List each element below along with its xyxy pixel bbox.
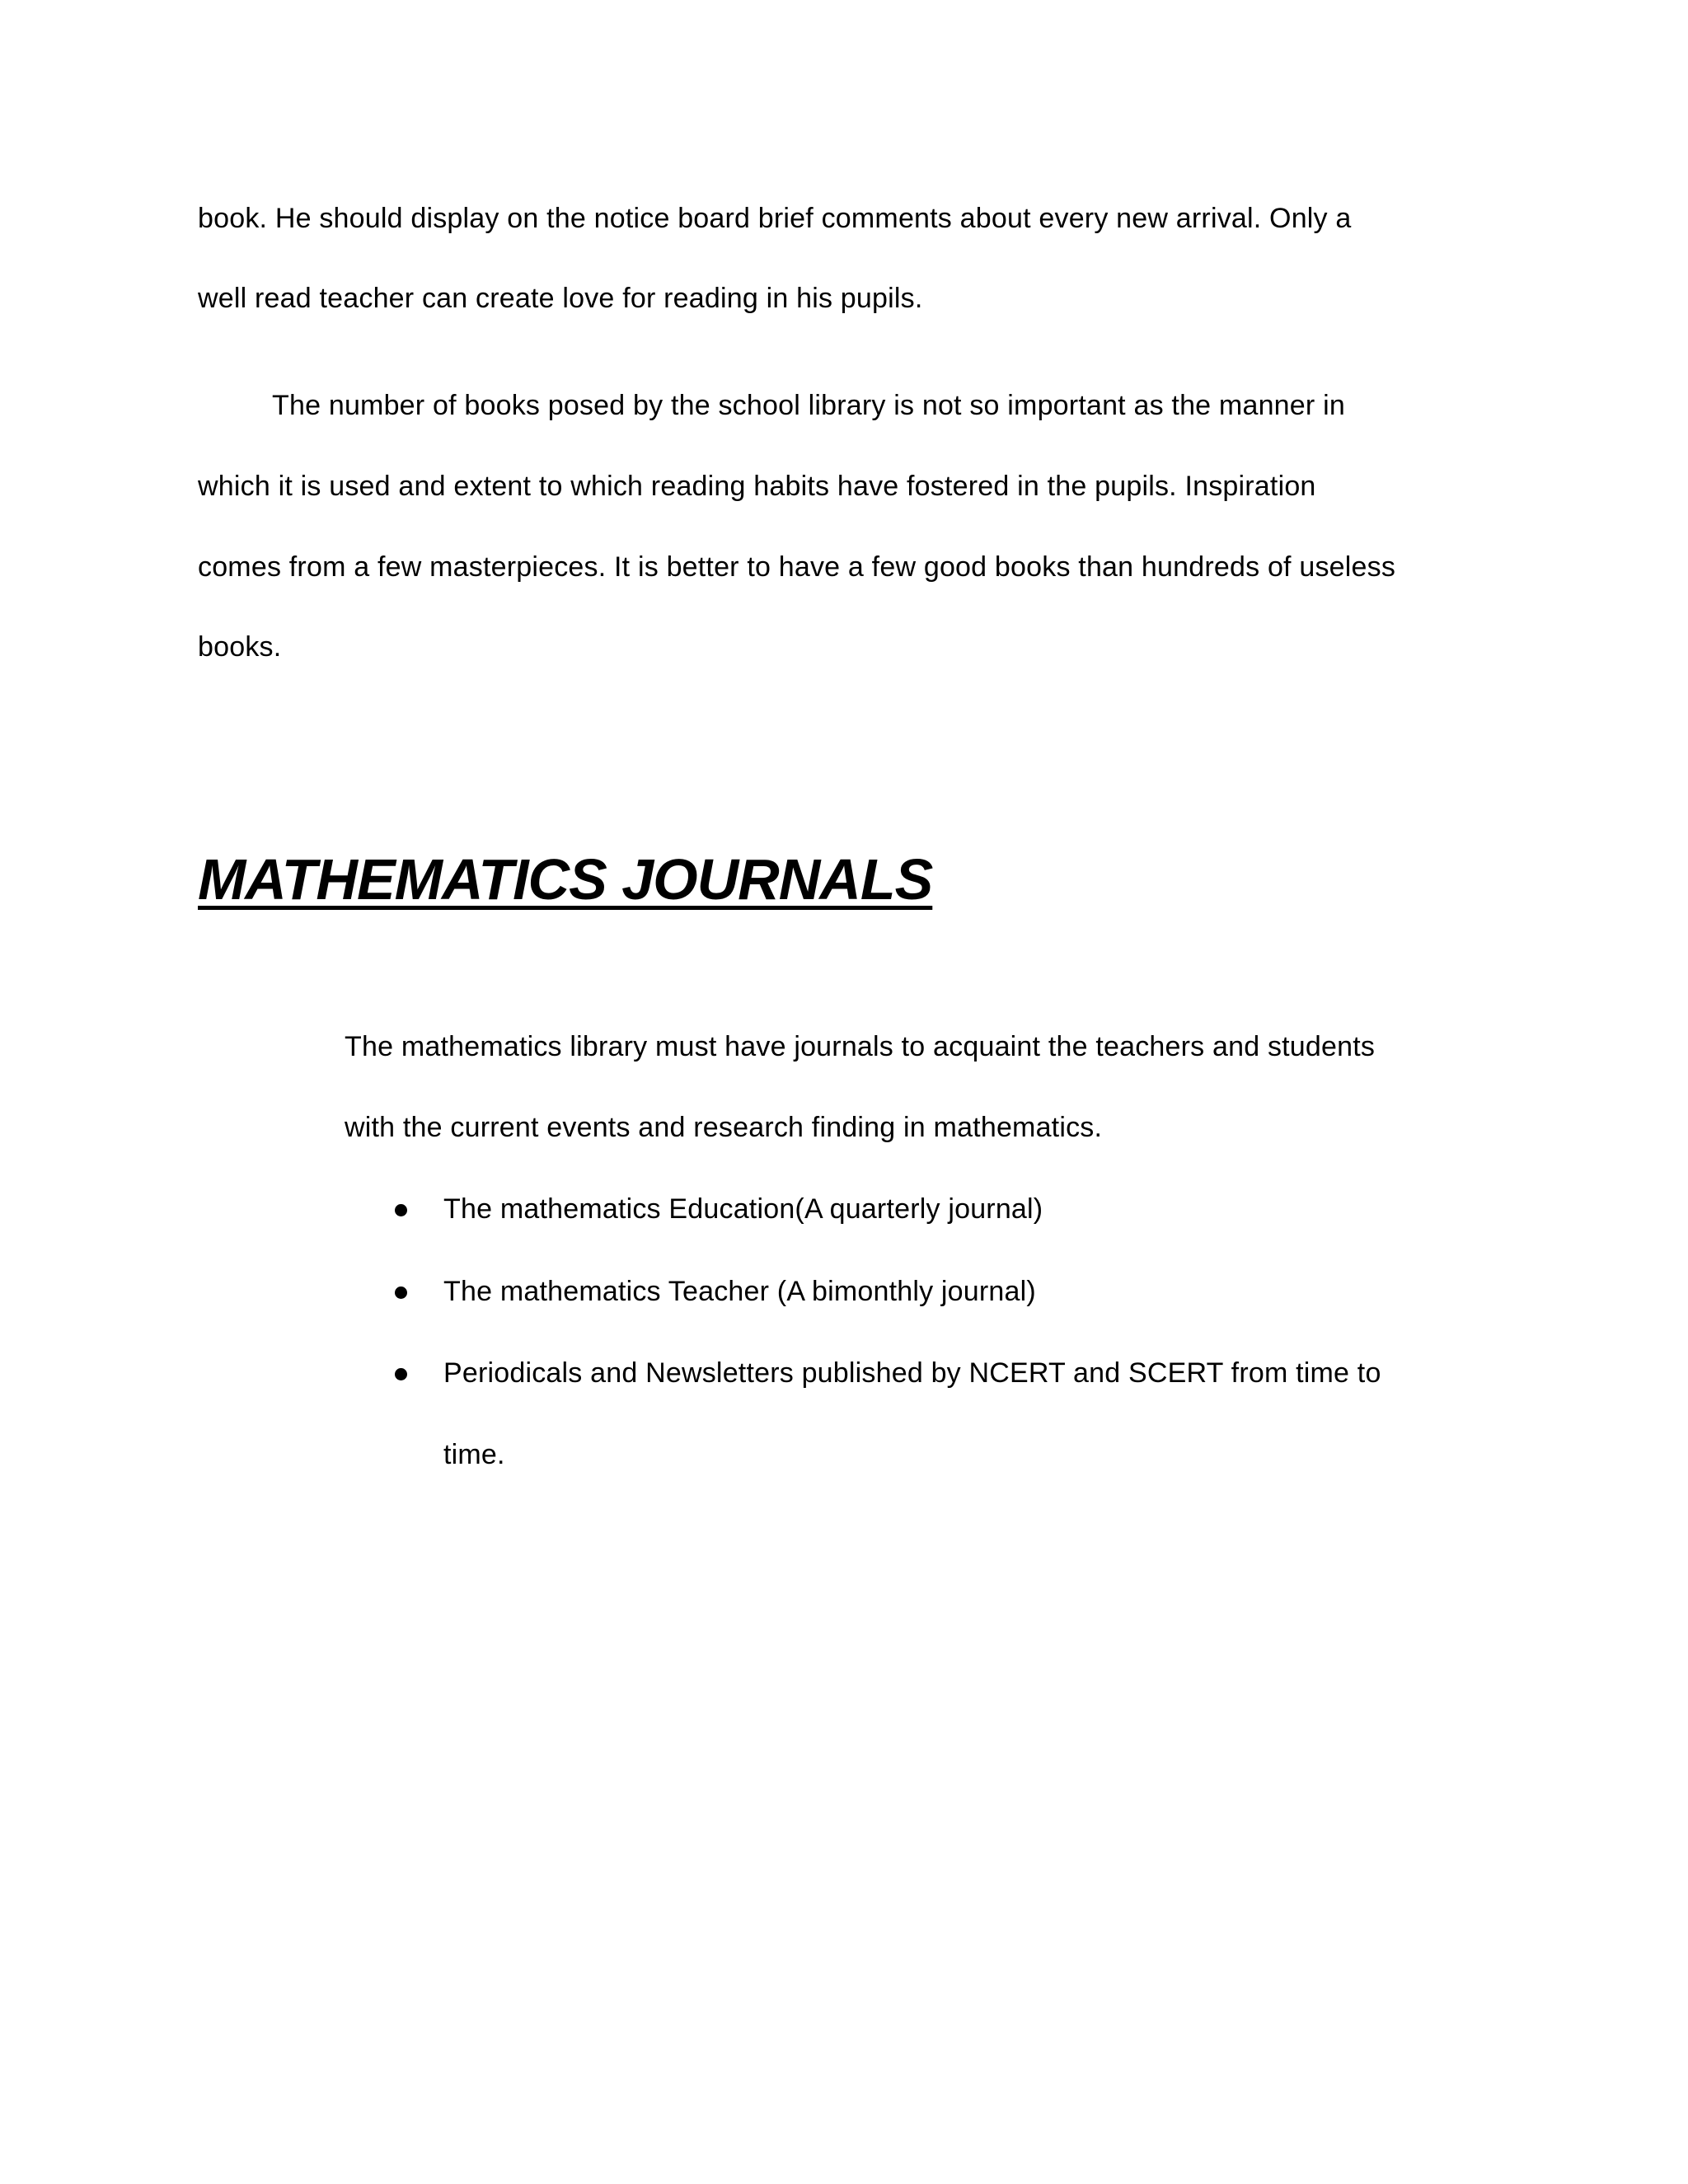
list-item-text-continued: time. xyxy=(443,1439,505,1470)
list-item-text: The mathematics Education(A quarterly journal) xyxy=(443,1193,1043,1225)
section-heading: MATHEMATICS JOURNALS xyxy=(198,847,933,912)
list-item-text: Periodicals and Newsletters published by NCERT and SCERT from time to xyxy=(443,1357,1381,1389)
bullet-icon xyxy=(395,1368,407,1380)
paragraph-2-line-3: comes from a few masterpieces. It is better to have a few good books than hundreds of useless xyxy=(198,551,1396,583)
paragraph-1-line-2: well read teacher can create love for reading in his pupils. xyxy=(198,283,923,314)
bullet-icon xyxy=(395,1286,407,1299)
bullet-icon xyxy=(395,1204,407,1216)
list-item-text: The mathematics Teacher (A bimonthly journal) xyxy=(443,1276,1036,1307)
section-intro-line-2: with the current events and research finding in mathematics. xyxy=(345,1112,1103,1143)
paragraph-2-line-2: which it is used and extent to which reading habits have fostered in the pupils. Inspiration xyxy=(198,471,1316,502)
paragraph-2-line-4: books. xyxy=(198,631,282,663)
section-intro-line-1: The mathematics library must have journals to acquaint the teachers and students xyxy=(345,1031,1376,1062)
paragraph-1-line-1: book. He should display on the notice board brief comments about every new arrival. Only a xyxy=(198,203,1352,234)
paragraph-2-line-1: The number of books posed by the school library is not so important as the manner in xyxy=(272,390,1345,421)
